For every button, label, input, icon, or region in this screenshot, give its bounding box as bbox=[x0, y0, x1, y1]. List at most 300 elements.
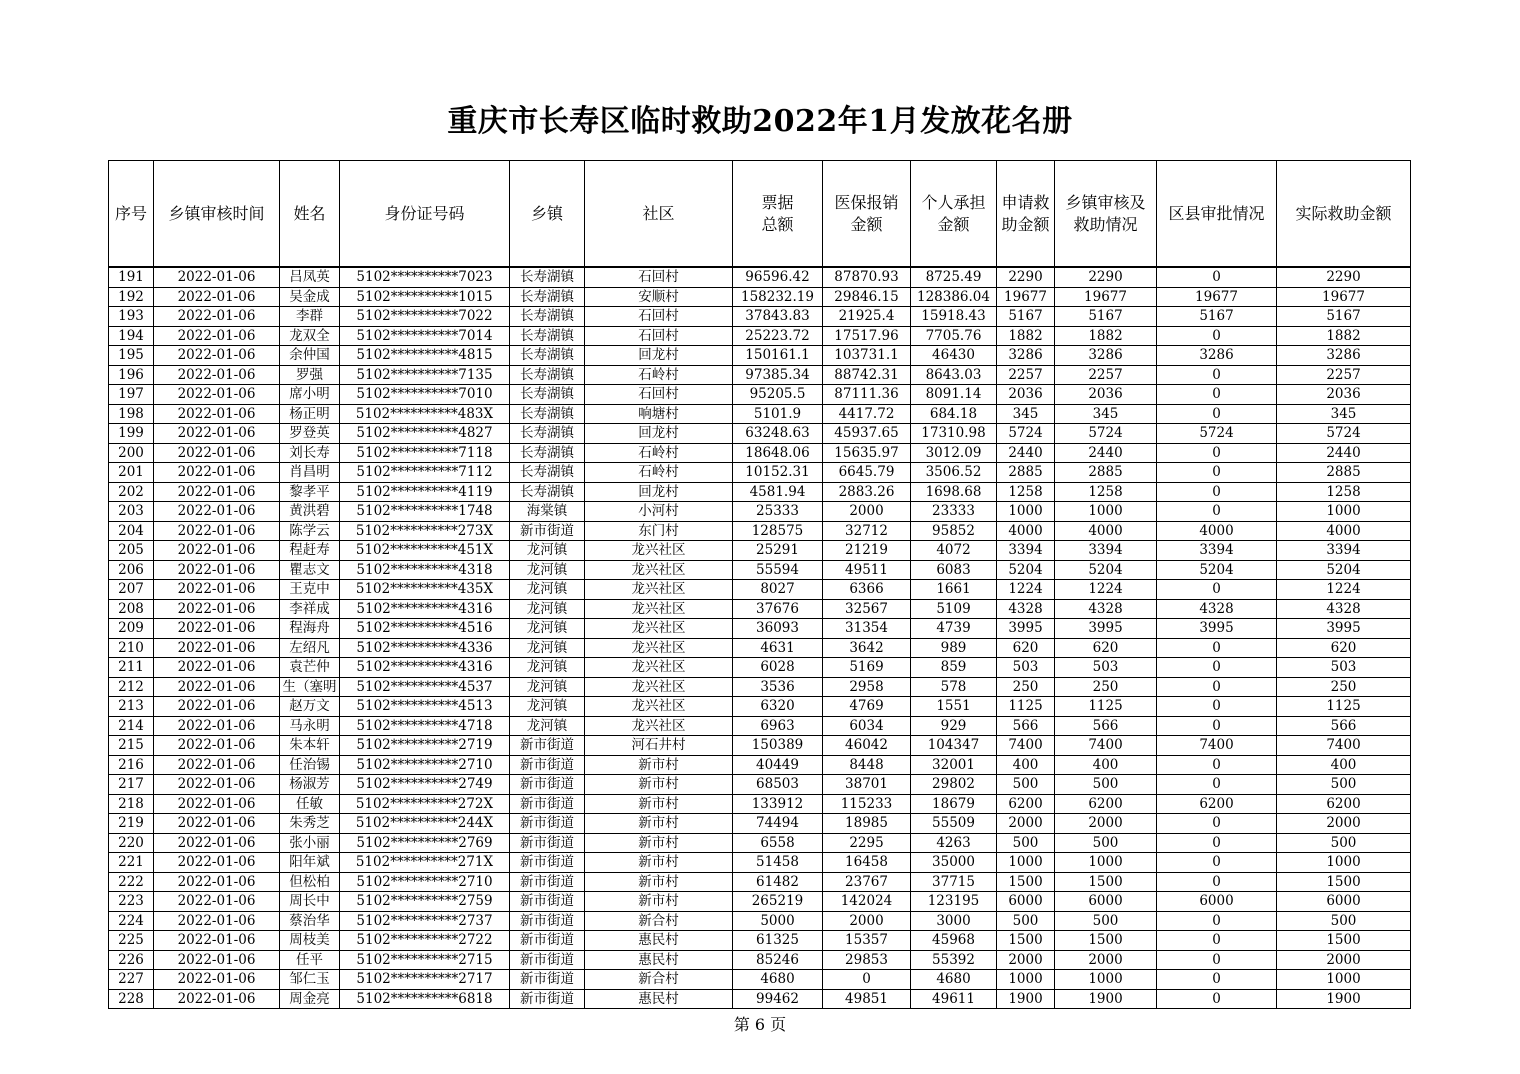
col-invoice-total-cell: 5101.9 bbox=[733, 404, 823, 424]
col-requested-amount-header: 申请救 助金额 bbox=[997, 161, 1055, 268]
col-actual-amount-cell: 5167 bbox=[1277, 307, 1411, 327]
col-insurance-reimbursed-cell: 23767 bbox=[823, 872, 911, 892]
col-id-number-cell: 5102**********2710 bbox=[340, 755, 510, 775]
col-county-approval-cell: 0 bbox=[1157, 385, 1277, 405]
col-actual-amount-cell: 5204 bbox=[1277, 560, 1411, 580]
col-town-cell: 长寿湖镇 bbox=[510, 326, 585, 346]
col-seq-cell: 209 bbox=[109, 619, 154, 639]
table-row bbox=[109, 950, 1411, 970]
col-id-number-cell: 5102**********1748 bbox=[340, 502, 510, 522]
col-review-date-cell: 2022-01-06 bbox=[154, 326, 280, 346]
col-name-cell: 任敏 bbox=[280, 794, 340, 814]
col-name-cell: 肖昌明 bbox=[280, 463, 340, 483]
col-review-date-cell: 2022-01-06 bbox=[154, 541, 280, 561]
col-town-cell: 长寿湖镇 bbox=[510, 365, 585, 385]
col-actual-amount-cell: 620 bbox=[1277, 638, 1411, 658]
col-personal-share-cell: 989 bbox=[911, 638, 997, 658]
col-invoice-total-cell: 25333 bbox=[733, 502, 823, 522]
col-insurance-reimbursed-cell: 4769 bbox=[823, 697, 911, 717]
col-review-date-cell: 2022-01-06 bbox=[154, 502, 280, 522]
col-community-cell: 安顺村 bbox=[585, 287, 733, 307]
col-insurance-reimbursed-cell: 32567 bbox=[823, 599, 911, 619]
col-county-approval-cell: 0 bbox=[1157, 814, 1277, 834]
col-town-cell: 长寿湖镇 bbox=[510, 404, 585, 424]
col-name-cell: 赵万文 bbox=[280, 697, 340, 717]
col-name-cell: 杨正明 bbox=[280, 404, 340, 424]
col-community-cell: 回龙村 bbox=[585, 482, 733, 502]
col-seq-cell: 215 bbox=[109, 736, 154, 756]
col-actual-amount-cell: 6000 bbox=[1277, 892, 1411, 912]
col-town-review-cell: 3286 bbox=[1055, 346, 1157, 366]
col-town-review-cell: 1258 bbox=[1055, 482, 1157, 502]
col-invoice-total-cell: 18648.06 bbox=[733, 443, 823, 463]
col-name-cell: 阳年斌 bbox=[280, 853, 340, 873]
col-town-review-cell: 5204 bbox=[1055, 560, 1157, 580]
col-town-review-cell: 566 bbox=[1055, 716, 1157, 736]
col-town-cell: 新市街道 bbox=[510, 950, 585, 970]
col-review-date-cell: 2022-01-06 bbox=[154, 872, 280, 892]
table-row bbox=[109, 599, 1411, 619]
col-county-approval-cell: 4328 bbox=[1157, 599, 1277, 619]
col-insurance-reimbursed-cell: 4417.72 bbox=[823, 404, 911, 424]
col-seq-cell: 212 bbox=[109, 677, 154, 697]
col-personal-share-cell: 859 bbox=[911, 658, 997, 678]
col-insurance-reimbursed-cell: 49511 bbox=[823, 560, 911, 580]
col-review-date-cell: 2022-01-06 bbox=[154, 619, 280, 639]
col-county-approval-cell: 0 bbox=[1157, 775, 1277, 795]
col-name-cell: 但松柏 bbox=[280, 872, 340, 892]
col-actual-amount-cell: 1224 bbox=[1277, 580, 1411, 600]
col-personal-share-cell: 46430 bbox=[911, 346, 997, 366]
col-actual-amount-cell: 503 bbox=[1277, 658, 1411, 678]
col-community-cell: 石回村 bbox=[585, 267, 733, 287]
col-id-number-cell: 5102**********2759 bbox=[340, 892, 510, 912]
col-seq-cell: 194 bbox=[109, 326, 154, 346]
col-county-approval-cell: 0 bbox=[1157, 404, 1277, 424]
col-requested-amount-cell: 1900 bbox=[997, 989, 1055, 1009]
col-invoice-total-cell: 51458 bbox=[733, 853, 823, 873]
col-name-cell: 周枝美 bbox=[280, 931, 340, 951]
col-id-number-cell: 5102**********4827 bbox=[340, 424, 510, 444]
col-seq-cell: 204 bbox=[109, 521, 154, 541]
col-invoice-total-cell: 97385.34 bbox=[733, 365, 823, 385]
col-seq-cell: 210 bbox=[109, 638, 154, 658]
col-county-approval-cell: 0 bbox=[1157, 482, 1277, 502]
col-town-review-cell: 1500 bbox=[1055, 872, 1157, 892]
col-town-cell: 长寿湖镇 bbox=[510, 463, 585, 483]
col-requested-amount-cell: 2036 bbox=[997, 385, 1055, 405]
col-invoice-total-cell: 5000 bbox=[733, 911, 823, 931]
col-seq-cell: 214 bbox=[109, 716, 154, 736]
col-actual-amount-cell: 500 bbox=[1277, 775, 1411, 795]
col-requested-amount-cell: 2290 bbox=[997, 267, 1055, 287]
col-requested-amount-cell: 1500 bbox=[997, 931, 1055, 951]
col-personal-share-cell: 29802 bbox=[911, 775, 997, 795]
col-requested-amount-cell: 7400 bbox=[997, 736, 1055, 756]
col-town-cell: 新市街道 bbox=[510, 970, 585, 990]
table-row bbox=[109, 385, 1411, 405]
col-name-cell: 罗登英 bbox=[280, 424, 340, 444]
col-seq-cell: 205 bbox=[109, 541, 154, 561]
col-invoice-total-cell: 4581.94 bbox=[733, 482, 823, 502]
col-name-cell: 程海舟 bbox=[280, 619, 340, 639]
col-requested-amount-cell: 1882 bbox=[997, 326, 1055, 346]
col-requested-amount-cell: 500 bbox=[997, 775, 1055, 795]
col-town-review-cell: 1000 bbox=[1055, 502, 1157, 522]
col-name-cell: 罗强 bbox=[280, 365, 340, 385]
col-invoice-total-cell: 61325 bbox=[733, 931, 823, 951]
col-county-approval-header: 区县审批情况 bbox=[1157, 161, 1277, 268]
col-seq-cell: 208 bbox=[109, 599, 154, 619]
col-county-approval-cell: 6200 bbox=[1157, 794, 1277, 814]
col-town-cell: 长寿湖镇 bbox=[510, 346, 585, 366]
col-actual-amount-cell: 1000 bbox=[1277, 853, 1411, 873]
col-community-cell: 惠民村 bbox=[585, 989, 733, 1009]
col-review-date-cell: 2022-01-06 bbox=[154, 346, 280, 366]
col-requested-amount-cell: 566 bbox=[997, 716, 1055, 736]
col-community-cell: 新市村 bbox=[585, 892, 733, 912]
col-personal-share-cell: 8643.03 bbox=[911, 365, 997, 385]
col-personal-share-cell: 4072 bbox=[911, 541, 997, 561]
col-requested-amount-cell: 4328 bbox=[997, 599, 1055, 619]
col-name-cell: 张小丽 bbox=[280, 833, 340, 853]
col-seq-cell: 211 bbox=[109, 658, 154, 678]
col-seq-cell: 201 bbox=[109, 463, 154, 483]
col-town-review-cell: 6200 bbox=[1055, 794, 1157, 814]
col-seq-cell: 223 bbox=[109, 892, 154, 912]
table-row bbox=[109, 502, 1411, 522]
col-actual-amount-cell: 2000 bbox=[1277, 950, 1411, 970]
col-town-review-cell: 2290 bbox=[1055, 267, 1157, 287]
col-actual-amount-cell: 1500 bbox=[1277, 931, 1411, 951]
col-community-cell: 龙兴社区 bbox=[585, 638, 733, 658]
col-town-cell: 龙河镇 bbox=[510, 658, 585, 678]
col-seq-cell: 199 bbox=[109, 424, 154, 444]
col-invoice-total-cell: 36093 bbox=[733, 619, 823, 639]
col-town-cell: 新市街道 bbox=[510, 892, 585, 912]
col-seq-cell: 206 bbox=[109, 560, 154, 580]
col-id-number-cell: 5102**********4516 bbox=[340, 619, 510, 639]
col-id-number-cell: 5102**********2749 bbox=[340, 775, 510, 795]
col-review-date-cell: 2022-01-06 bbox=[154, 892, 280, 912]
col-requested-amount-cell: 19677 bbox=[997, 287, 1055, 307]
col-requested-amount-cell: 2000 bbox=[997, 814, 1055, 834]
col-id-number-cell: 5102**********4119 bbox=[340, 482, 510, 502]
col-invoice-total-cell: 37676 bbox=[733, 599, 823, 619]
table-row bbox=[109, 775, 1411, 795]
table-row bbox=[109, 326, 1411, 346]
table-row bbox=[109, 736, 1411, 756]
col-seq-cell: 226 bbox=[109, 950, 154, 970]
col-id-number-cell: 5102**********435X bbox=[340, 580, 510, 600]
col-community-cell: 小河村 bbox=[585, 502, 733, 522]
col-name-cell: 黎孝平 bbox=[280, 482, 340, 502]
col-actual-amount-cell: 1125 bbox=[1277, 697, 1411, 717]
col-town-review-cell: 1000 bbox=[1055, 853, 1157, 873]
col-community-cell: 新市村 bbox=[585, 853, 733, 873]
col-town-review-cell: 2885 bbox=[1055, 463, 1157, 483]
col-seq-cell: 228 bbox=[109, 989, 154, 1009]
col-community-cell: 石岭村 bbox=[585, 463, 733, 483]
col-requested-amount-cell: 6000 bbox=[997, 892, 1055, 912]
col-actual-amount-cell: 1000 bbox=[1277, 502, 1411, 522]
col-name-cell: 任治锡 bbox=[280, 755, 340, 775]
col-review-date-cell: 2022-01-06 bbox=[154, 697, 280, 717]
col-requested-amount-cell: 500 bbox=[997, 911, 1055, 931]
col-id-number-cell: 5102**********2769 bbox=[340, 833, 510, 853]
col-insurance-reimbursed-cell: 2000 bbox=[823, 911, 911, 931]
col-review-date-cell: 2022-01-06 bbox=[154, 365, 280, 385]
col-review-date-cell: 2022-01-06 bbox=[154, 560, 280, 580]
col-insurance-reimbursed-cell: 115233 bbox=[823, 794, 911, 814]
col-county-approval-cell: 0 bbox=[1157, 580, 1277, 600]
table-row bbox=[109, 424, 1411, 444]
col-town-review-cell: 5167 bbox=[1055, 307, 1157, 327]
col-invoice-total-cell: 61482 bbox=[733, 872, 823, 892]
col-id-number-header: 身份证号码 bbox=[340, 161, 510, 268]
col-town-cell: 龙河镇 bbox=[510, 716, 585, 736]
col-county-approval-cell: 0 bbox=[1157, 502, 1277, 522]
col-insurance-reimbursed-cell: 16458 bbox=[823, 853, 911, 873]
col-name-cell: 杨淑芳 bbox=[280, 775, 340, 795]
col-actual-amount-cell: 2885 bbox=[1277, 463, 1411, 483]
col-personal-share-cell: 4263 bbox=[911, 833, 997, 853]
col-town-review-cell: 500 bbox=[1055, 911, 1157, 931]
col-review-date-cell: 2022-01-06 bbox=[154, 931, 280, 951]
col-town-cell: 长寿湖镇 bbox=[510, 443, 585, 463]
col-name-cell: 黄洪碧 bbox=[280, 502, 340, 522]
col-community-header: 社区 bbox=[585, 161, 733, 268]
col-personal-share-cell: 45968 bbox=[911, 931, 997, 951]
col-requested-amount-cell: 5724 bbox=[997, 424, 1055, 444]
col-insurance-reimbursed-cell: 15635.97 bbox=[823, 443, 911, 463]
col-invoice-total-cell: 6963 bbox=[733, 716, 823, 736]
table-row bbox=[109, 697, 1411, 717]
table-row bbox=[109, 482, 1411, 502]
col-insurance-reimbursed-cell: 5169 bbox=[823, 658, 911, 678]
table-row bbox=[109, 619, 1411, 639]
col-insurance-reimbursed-cell: 2958 bbox=[823, 677, 911, 697]
col-community-cell: 新市村 bbox=[585, 872, 733, 892]
col-town-review-cell: 1900 bbox=[1055, 989, 1157, 1009]
table-row bbox=[109, 658, 1411, 678]
col-invoice-total-cell: 3536 bbox=[733, 677, 823, 697]
col-actual-amount-cell: 2257 bbox=[1277, 365, 1411, 385]
col-personal-share-cell: 32001 bbox=[911, 755, 997, 775]
col-name-cell: 马永明 bbox=[280, 716, 340, 736]
col-id-number-cell: 5102**********7135 bbox=[340, 365, 510, 385]
col-county-approval-cell: 0 bbox=[1157, 463, 1277, 483]
col-personal-share-cell: 578 bbox=[911, 677, 997, 697]
col-town-cell: 龙河镇 bbox=[510, 599, 585, 619]
col-requested-amount-cell: 1000 bbox=[997, 970, 1055, 990]
col-name-cell: 瞿志文 bbox=[280, 560, 340, 580]
col-invoice-total-cell: 95205.5 bbox=[733, 385, 823, 405]
table-row bbox=[109, 970, 1411, 990]
table-row bbox=[109, 560, 1411, 580]
table-row bbox=[109, 716, 1411, 736]
col-invoice-total-cell: 4680 bbox=[733, 970, 823, 990]
col-insurance-reimbursed-cell: 2000 bbox=[823, 502, 911, 522]
col-town-review-cell: 1500 bbox=[1055, 931, 1157, 951]
col-insurance-reimbursed-cell: 2883.26 bbox=[823, 482, 911, 502]
col-review-date-cell: 2022-01-06 bbox=[154, 736, 280, 756]
col-name-cell: 任平 bbox=[280, 950, 340, 970]
table-row bbox=[109, 814, 1411, 834]
col-county-approval-cell: 0 bbox=[1157, 365, 1277, 385]
col-community-cell: 龙兴社区 bbox=[585, 619, 733, 639]
col-insurance-reimbursed-cell: 6645.79 bbox=[823, 463, 911, 483]
col-town-review-cell: 5724 bbox=[1055, 424, 1157, 444]
table-row bbox=[109, 267, 1411, 287]
col-county-approval-cell: 0 bbox=[1157, 443, 1277, 463]
col-town-review-cell: 1882 bbox=[1055, 326, 1157, 346]
col-name-cell: 吕凤英 bbox=[280, 267, 340, 287]
col-personal-share-cell: 5109 bbox=[911, 599, 997, 619]
col-actual-amount-cell: 1258 bbox=[1277, 482, 1411, 502]
col-personal-share-cell: 23333 bbox=[911, 502, 997, 522]
col-town-cell: 龙河镇 bbox=[510, 560, 585, 580]
col-seq-cell: 218 bbox=[109, 794, 154, 814]
col-county-approval-cell: 0 bbox=[1157, 872, 1277, 892]
table-row bbox=[109, 872, 1411, 892]
col-insurance-reimbursed-header: 医保报销 金额 bbox=[823, 161, 911, 268]
col-actual-amount-cell: 4000 bbox=[1277, 521, 1411, 541]
col-review-date-cell: 2022-01-06 bbox=[154, 716, 280, 736]
col-county-approval-cell: 5724 bbox=[1157, 424, 1277, 444]
col-personal-share-cell: 684.18 bbox=[911, 404, 997, 424]
col-invoice-total-cell: 6320 bbox=[733, 697, 823, 717]
col-insurance-reimbursed-cell: 17517.96 bbox=[823, 326, 911, 346]
table-row bbox=[109, 463, 1411, 483]
col-id-number-cell: 5102**********7023 bbox=[340, 267, 510, 287]
col-community-cell: 龙兴社区 bbox=[585, 677, 733, 697]
col-town-cell: 长寿湖镇 bbox=[510, 287, 585, 307]
col-insurance-reimbursed-cell: 21219 bbox=[823, 541, 911, 561]
col-review-date-cell: 2022-01-06 bbox=[154, 521, 280, 541]
col-insurance-reimbursed-cell: 31354 bbox=[823, 619, 911, 639]
col-seq-cell: 220 bbox=[109, 833, 154, 853]
col-name-cell: 陈学云 bbox=[280, 521, 340, 541]
col-review-date-cell: 2022-01-06 bbox=[154, 794, 280, 814]
table-row bbox=[109, 365, 1411, 385]
col-community-cell: 响塘村 bbox=[585, 404, 733, 424]
col-community-cell: 惠民村 bbox=[585, 950, 733, 970]
col-community-cell: 龙兴社区 bbox=[585, 580, 733, 600]
col-requested-amount-cell: 4000 bbox=[997, 521, 1055, 541]
col-community-cell: 新市村 bbox=[585, 814, 733, 834]
col-name-cell: 邹仁玉 bbox=[280, 970, 340, 990]
col-personal-share-cell: 49611 bbox=[911, 989, 997, 1009]
col-town-review-cell: 503 bbox=[1055, 658, 1157, 678]
col-invoice-total-cell: 8027 bbox=[733, 580, 823, 600]
col-insurance-reimbursed-cell: 32712 bbox=[823, 521, 911, 541]
col-county-approval-cell: 0 bbox=[1157, 658, 1277, 678]
col-seq-cell: 191 bbox=[109, 267, 154, 287]
col-insurance-reimbursed-cell: 87111.36 bbox=[823, 385, 911, 405]
col-invoice-total-cell: 40449 bbox=[733, 755, 823, 775]
col-id-number-cell: 5102**********2722 bbox=[340, 931, 510, 951]
col-review-date-cell: 2022-01-06 bbox=[154, 775, 280, 795]
col-id-number-cell: 5102**********7118 bbox=[340, 443, 510, 463]
col-id-number-cell: 5102**********2715 bbox=[340, 950, 510, 970]
col-actual-amount-cell: 400 bbox=[1277, 755, 1411, 775]
col-town-cell: 新市街道 bbox=[510, 872, 585, 892]
col-requested-amount-cell: 2440 bbox=[997, 443, 1055, 463]
col-review-date-cell: 2022-01-06 bbox=[154, 307, 280, 327]
col-seq-cell: 203 bbox=[109, 502, 154, 522]
col-actual-amount-cell: 1500 bbox=[1277, 872, 1411, 892]
col-town-review-cell: 2000 bbox=[1055, 814, 1157, 834]
col-insurance-reimbursed-cell: 6366 bbox=[823, 580, 911, 600]
col-id-number-cell: 5102**********4513 bbox=[340, 697, 510, 717]
col-town-cell: 长寿湖镇 bbox=[510, 424, 585, 444]
col-invoice-total-cell: 63248.63 bbox=[733, 424, 823, 444]
col-requested-amount-cell: 1500 bbox=[997, 872, 1055, 892]
table-body bbox=[109, 267, 1411, 1009]
col-requested-amount-cell: 3286 bbox=[997, 346, 1055, 366]
col-personal-share-cell: 8725.49 bbox=[911, 267, 997, 287]
col-review-date-cell: 2022-01-06 bbox=[154, 385, 280, 405]
col-name-cell: 朱秀芝 bbox=[280, 814, 340, 834]
col-name-cell: 王克中 bbox=[280, 580, 340, 600]
col-name-cell: 席小明 bbox=[280, 385, 340, 405]
col-actual-amount-cell: 2290 bbox=[1277, 267, 1411, 287]
col-id-number-cell: 5102**********4815 bbox=[340, 346, 510, 366]
col-name-cell: 周长中 bbox=[280, 892, 340, 912]
table-row bbox=[109, 853, 1411, 873]
col-id-number-cell: 5102**********2717 bbox=[340, 970, 510, 990]
col-id-number-cell: 5102**********271X bbox=[340, 853, 510, 873]
page-number: 第 6 页 bbox=[733, 1015, 787, 1034]
col-town-cell: 长寿湖镇 bbox=[510, 385, 585, 405]
col-review-date-cell: 2022-01-06 bbox=[154, 970, 280, 990]
table-row bbox=[109, 677, 1411, 697]
col-community-cell: 惠民村 bbox=[585, 931, 733, 951]
col-town-review-cell: 620 bbox=[1055, 638, 1157, 658]
col-invoice-total-cell: 96596.42 bbox=[733, 267, 823, 287]
col-town-cell: 新市街道 bbox=[510, 521, 585, 541]
col-personal-share-cell: 55392 bbox=[911, 950, 997, 970]
col-insurance-reimbursed-cell: 15357 bbox=[823, 931, 911, 951]
col-town-cell: 新市街道 bbox=[510, 794, 585, 814]
col-county-approval-cell: 19677 bbox=[1157, 287, 1277, 307]
col-seq-cell: 197 bbox=[109, 385, 154, 405]
col-town-review-cell: 2257 bbox=[1055, 365, 1157, 385]
col-county-approval-cell: 3995 bbox=[1157, 619, 1277, 639]
col-invoice-total-cell: 25291 bbox=[733, 541, 823, 561]
col-seq-cell: 224 bbox=[109, 911, 154, 931]
col-id-number-cell: 5102**********4336 bbox=[340, 638, 510, 658]
col-county-approval-cell: 0 bbox=[1157, 911, 1277, 931]
col-insurance-reimbursed-cell: 6034 bbox=[823, 716, 911, 736]
col-seq-cell: 198 bbox=[109, 404, 154, 424]
col-personal-share-cell: 3012.09 bbox=[911, 443, 997, 463]
col-actual-amount-cell: 345 bbox=[1277, 404, 1411, 424]
col-personal-share-cell: 95852 bbox=[911, 521, 997, 541]
col-community-cell: 石岭村 bbox=[585, 365, 733, 385]
col-id-number-cell: 5102**********7010 bbox=[340, 385, 510, 405]
col-county-approval-cell: 5167 bbox=[1157, 307, 1277, 327]
col-town-cell: 新市街道 bbox=[510, 755, 585, 775]
table-row bbox=[109, 521, 1411, 541]
col-actual-amount-cell: 19677 bbox=[1277, 287, 1411, 307]
col-invoice-total-cell: 133912 bbox=[733, 794, 823, 814]
col-actual-amount-cell: 5724 bbox=[1277, 424, 1411, 444]
col-insurance-reimbursed-cell: 103731.1 bbox=[823, 346, 911, 366]
col-review-date-cell: 2022-01-06 bbox=[154, 677, 280, 697]
col-community-cell: 新市村 bbox=[585, 775, 733, 795]
